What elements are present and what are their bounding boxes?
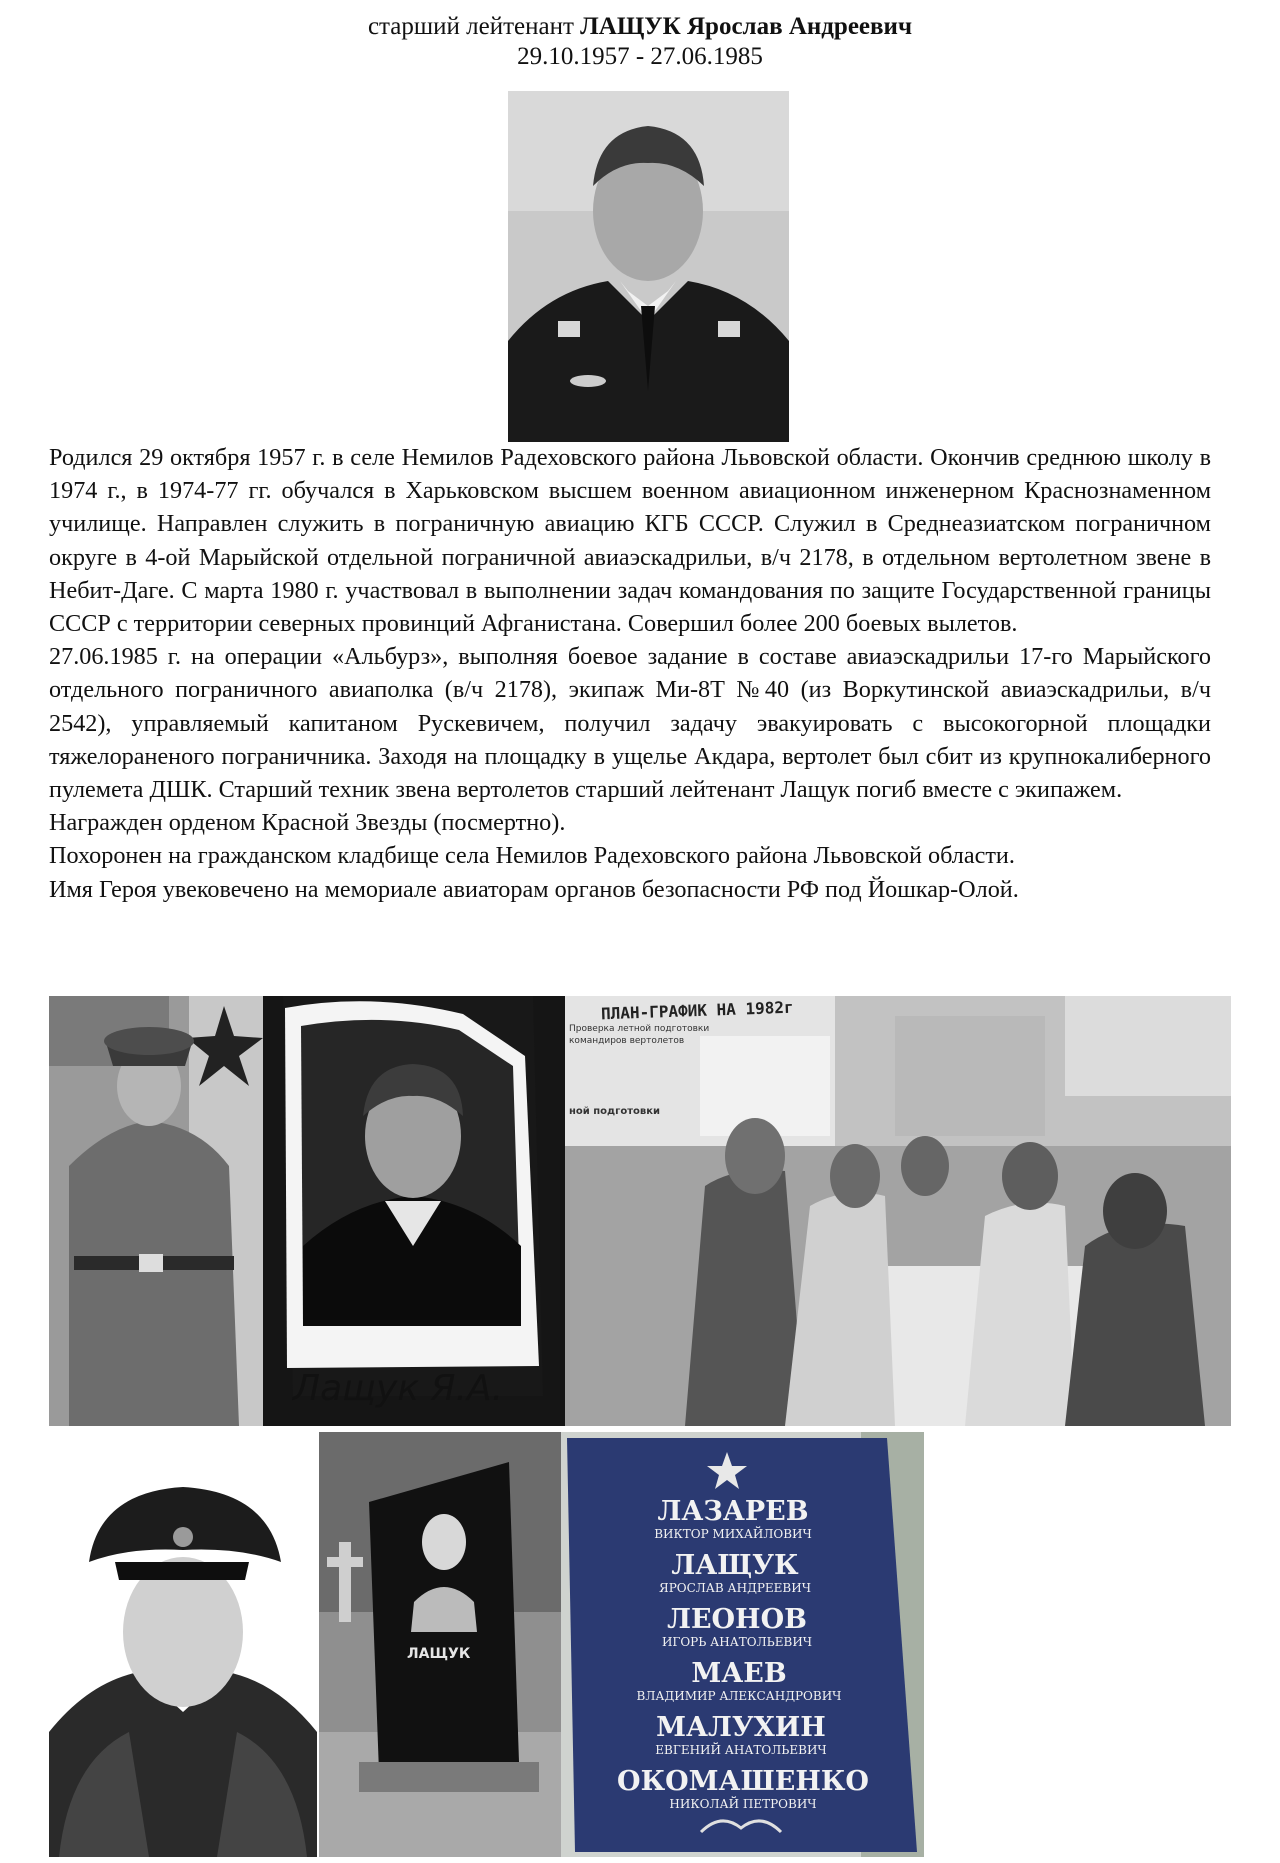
plaque-surname: МАЛУХИН [656, 1712, 826, 1743]
plaque-surname: ЛАЗАРЕВ [657, 1496, 809, 1527]
plaque-surname: ОКОМАШЕНКО [617, 1766, 869, 1797]
board-line-1: Проверка летной подготовки [569, 1024, 710, 1034]
person-name: ЛАЩУК Ярослав Андреевич [580, 13, 913, 40]
bio-paragraph-3: Награжден орденом Красной Звезды (посмертно). [49, 809, 566, 837]
plaque-surname: ЛАЩУК [671, 1550, 799, 1581]
grave-monument-photo [319, 1432, 561, 1857]
memorial-portrait-photo [263, 996, 565, 1426]
memorial-plaque-photo [561, 1432, 924, 1857]
briefing-room-photo [565, 996, 1231, 1426]
bio-paragraph-5: Имя Героя увековечено на мемориале авиаторам органов безопасности РФ под Йошкар-Олой. [49, 875, 1019, 903]
rank-label: старший лейтенант [367, 13, 574, 40]
cap-portrait-photo [49, 1432, 317, 1857]
main-portrait-photo [508, 91, 789, 442]
bio-paragraph-4: Похоронен на гражданском кладбище села Немилов Радеховского района Львовской области. [49, 842, 1015, 870]
grave-monument-name: ЛАЩУК [407, 1646, 471, 1662]
title-line [0, 12, 1280, 42]
board-title: ПЛАН-ГРАФИК НА 1982г [600, 997, 794, 1024]
life-dates: 29.10.1957 - 27.06.1985 [517, 43, 763, 70]
uniform-standing-photo [49, 996, 263, 1426]
bio-paragraph-1: Родился 29 октября 1957 г. в селе Немилов Радеховского района Львовской области. Окончив среднюю школу в 1974 г., в 1974-77 гг. обучался в Харьковском высшем военном авиационном инженерном Краснознаменном училище. Направлен служить в пограничную авиацию КГБ СССР. Служил в Среднеазиатском пограничном округе в 4-ой Марыйской отдельной пограничной авиаэскадрильи, в/ч 2178, в отдельном вертолетном звене в Небит-Даге. С марта 1980 г. участвовал в выполнении задач командования по защите Государственной границы СССР с территории северных провинций Афганистана. Совершил более 200 боевых вылетов. [49, 444, 1211, 638]
memorial-portrait-caption: Лащук Я.А. [293, 1368, 504, 1409]
plaque-given-names: НИКОЛАЙ ПЕТРОВИЧ [669, 1797, 817, 1811]
biography [49, 441, 1211, 906]
document-header [0, 12, 1280, 72]
plaque-surname: МАЕВ [691, 1658, 787, 1689]
bio-paragraph-2: 27.06.1985 г. на операции «Альбурз», выполняя боевое задание в составе авиаэскадрильи 17-го Марыйского отдельного пограничного авиаполка (в/ч 2178), экипаж Ми-8Т №40 (из Воркутинской авиаэскадрильи, в/ч 2542), управляемый капитаном Рускевичем, получил задачу эвакуировать с высокогорной площадки тяжелораненого пограничника. Заходя на площадку в ущелье Акдара, вертолет был сбит из крупнокалиберного пулемета ДШК. Старший техник звена вертолетов старший лейтенант Лащук погиб вместе с экипажем. [49, 643, 1211, 804]
plaque-given-names: ИГОРЬ АНАТОЛЬЕВИЧ [661, 1635, 813, 1649]
board-line-3: ной подготовки [569, 1106, 661, 1117]
plaque-given-names: ВИКТОР МИХАЙЛОВИЧ [654, 1527, 812, 1541]
plaque-given-names: ЕВГЕНИЙ АНАТОЛЬЕВИЧ [655, 1743, 827, 1757]
plaque-surname: ЛЕОНОВ [667, 1604, 807, 1635]
board-line-2: командиров вертолетов [569, 1036, 685, 1046]
plaque-given-names: ЯРОСЛАВ АНДРЕЕВИЧ [659, 1581, 811, 1595]
plaque-given-names: ВЛАДИМИР АЛЕКСАНДРОВИЧ [636, 1689, 842, 1703]
